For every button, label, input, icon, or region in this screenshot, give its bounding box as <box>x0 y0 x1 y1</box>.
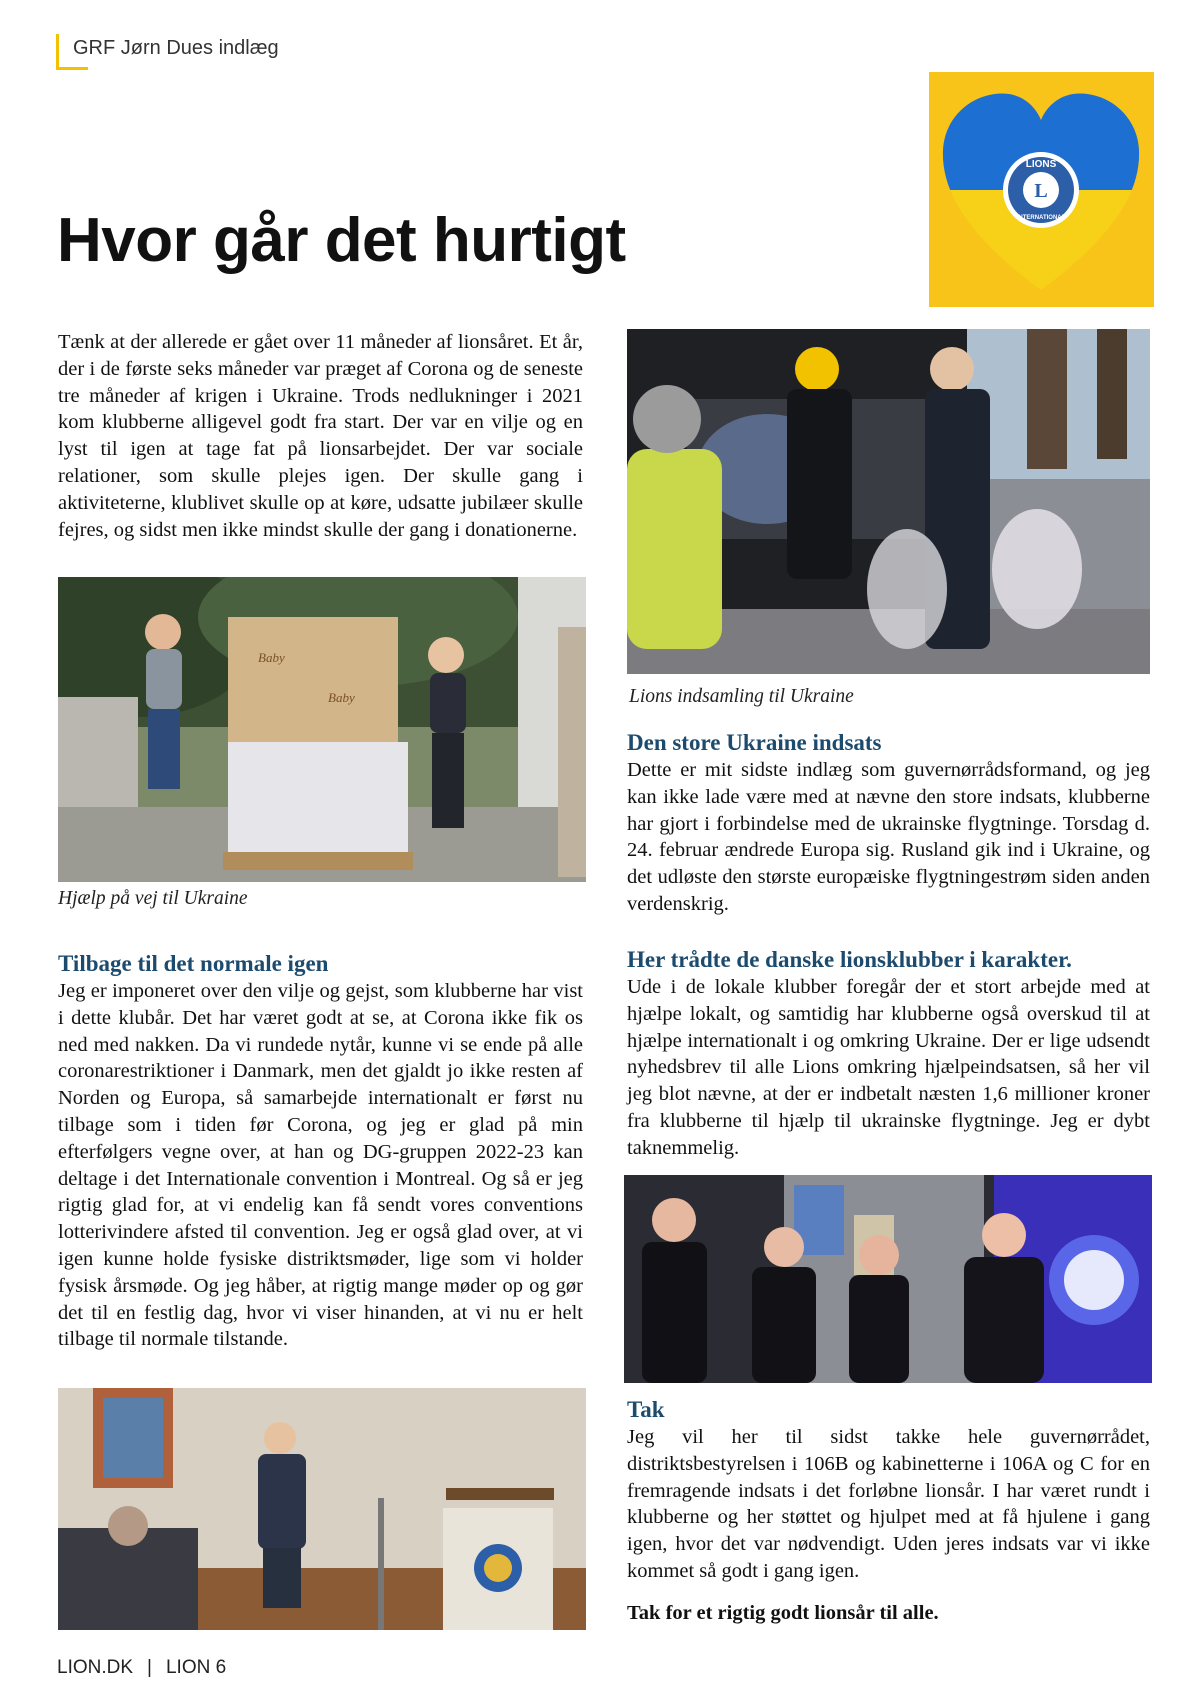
photo1-caption: Hjælp på vej til Ukraine <box>58 888 248 909</box>
heart-icon <box>929 72 1154 307</box>
logo-bottom-text: INTERNATIONAL <box>1016 215 1066 221</box>
intro-paragraph: Tænk at der allerede er gået over 11 måneder af lionsåret. Et år, der i de første seks måneder var præget af Corona og de seneste tre måneder af krigen i Ukraine. Trods nedlukninger i 2021 kom klubberne alligevel godt fra start. Der var en vilje og en lyst til igen at tage fat på lionsarbejdet. Der var sociale relationer, som skulle plejes igen. Der skulle gang i aktiviteterne, klublivet skulle op at køre, udsatte jubilæer skulle fejres, og sidst men ikke mindst skulle der gang i donationerne. <box>58 331 583 541</box>
page-title: Hvor går det hurtigt <box>57 206 626 275</box>
section-heading-thanks: Tak <box>627 1397 665 1422</box>
photo-speaker-podium <box>58 1388 586 1630</box>
photo-pallet-aid <box>58 577 586 882</box>
section-label: GRF Jørn Dues indlæg <box>73 37 279 59</box>
footer-page-number: LION 6 <box>165 1657 227 1678</box>
section-heading-normal: Tilbage til det normale igen <box>58 951 329 976</box>
footer-site: LION.DK <box>57 1657 134 1678</box>
ukraine-heart-logo <box>929 72 1154 307</box>
logo-top-text: LIONS <box>1025 159 1057 170</box>
logo-center-letter: L <box>1034 180 1048 202</box>
box-label: Baby <box>328 690 355 705</box>
section-heading-ukraine: Den store Ukraine indsats <box>627 730 882 755</box>
photo-four-men <box>624 1175 1152 1383</box>
photo2-caption: Lions indsamling til Ukraine <box>629 686 854 707</box>
section-body-normal: Jeg er imponeret over den vilje og gejst, som klubberne har vist i dette klubår. Det har været godt at se, at Corona ikke fik os ned med nakken. Da vi rundede nytår, kunne vi se ende på alle coronarestriktioner i Danmark, men det gjaldt jo ikke resten af Norden og Europa, så samarbejde internationalt er først nu tilbage som i tiden før Corona, og jeg er glad på min efterfølgers vegne over, at han og DG-gruppen 2022-23 kan deltage i det Internationale convention i Montreal. Og så er jeg rigtig glad for, at vi endelig kan få sendt vores conventions lotterivindere afsted til convention. Jeg er også glad over, at vi igen kunne holde fysiske distriktsmøder, lige som vi holder fysisk årsmøde. Og jeg håber, at rigtig mange møder op og gør det til en festlig dag, hvor vi viser hinanden, at vi nu er helt tilbage til normale tilstande. <box>58 980 583 1351</box>
footer <box>57 1657 226 1679</box>
section-heading-character: Her trådte de danske lionsklubber i karakter. <box>627 947 1072 972</box>
section-body-character: Ude i de lokale klubber foregår der et stort arbejde med at hjælpe lokalt, og samtidig har klubberne også overskud til at hjælpe internationalt i og omkring Ukraine. Der er lige udsendt nyhedsbrev til alle Lions omkring hjælpeindsatsen, så her vil jeg blot nævne, at der er indbetalt næsten 1,6 millioner kroner fra klubberne til hjælp til ukrainske flygtninge. Jeg er dybt taknemmelig. <box>627 976 1150 1159</box>
photo-lions-collection <box>627 329 1150 674</box>
section-body-thanks: Jeg vil her til sidst takke hele guvernørrådet, distriktsbestyrelsen i 106B og kabinetterne i 106A og C for en fremragende indsats i det forløbne lionsår. I har været rundt i klubberne og her støttet og hjulpet med at få hjulene i gang igen, hvor det var nødvendigt. Uden jeres indsats var vi ikke kommet så godt i gang igen. <box>627 1426 1150 1582</box>
footer-separator: | <box>147 1657 152 1678</box>
section-body-ukraine: Dette er mit sidste indlæg som guvernørrådsformand, og jeg kan ikke lade være med at nævne den store indsats, klubberne har gjort i forbindelse med de ukrainske flygtninge. Torsdag d. 24. februar ændrede Europa sig. Rusland gik ind i Ukraine, og det udløste den største europæiske flygtningestrøm siden anden verdenskrig. <box>627 759 1150 915</box>
closing-line: Tak for et rigtig godt lionsår til alle. <box>627 1602 939 1624</box>
box-label: Baby <box>258 650 285 665</box>
section-tag <box>56 34 279 70</box>
